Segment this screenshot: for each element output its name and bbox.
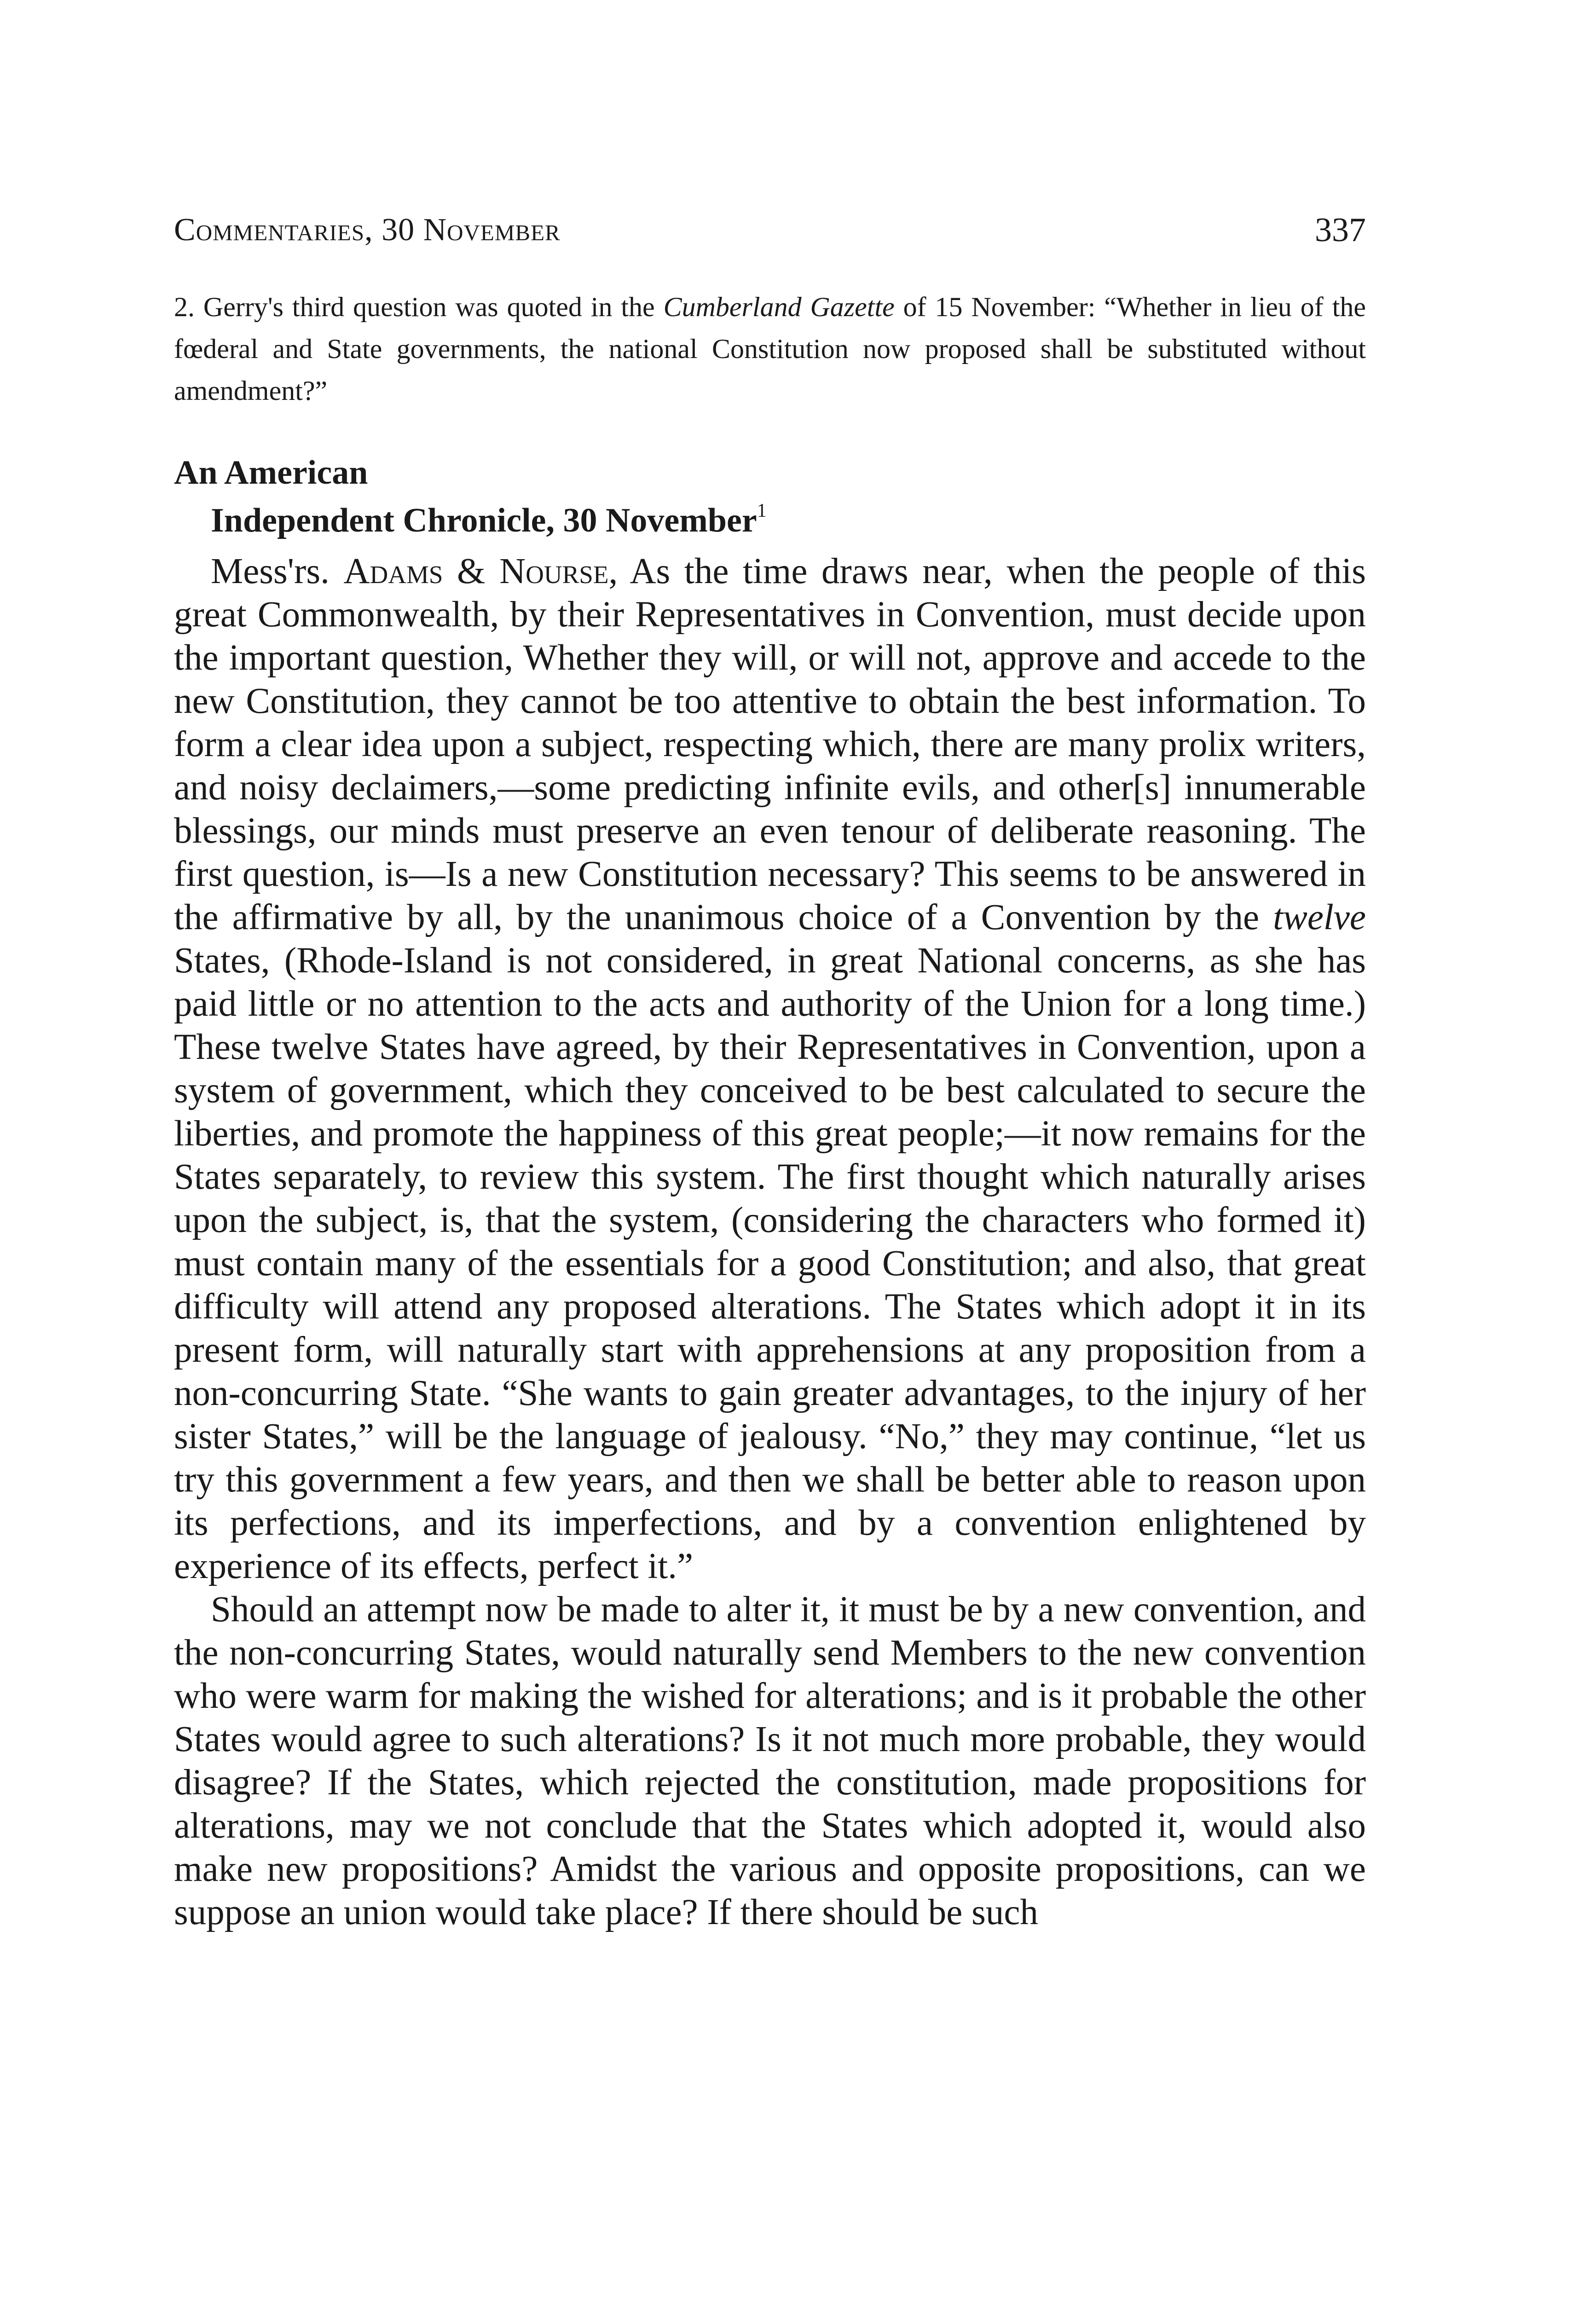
footnote-number: 2. bbox=[174, 292, 195, 322]
paragraph-1-emphasis: twelve bbox=[1273, 897, 1366, 937]
body-paragraph-2: Should an attempt now be made to alter it, it must be by a new convention, and the non-concurring States, would naturally send Members to the new convention who were warm for making the wished for alterations; and is it probable the other States would agree to such alterations? Is it not much more probable, they would disagree? If the States, which rejected the constitution, made propositions for alterations, may we not conclude that the States which adopted it, would also make new propositions? Amidst the various and opposite propositions, can we suppose an union would take place? If there should be such bbox=[174, 1590, 1366, 1932]
article-heading bbox=[174, 449, 1366, 544]
footnote-publication: Cumberland Gazette bbox=[663, 292, 895, 322]
page-number: 337 bbox=[1315, 211, 1366, 249]
article-source-text: Independent Chronicle, 30 November bbox=[211, 502, 757, 539]
editors-names: Adams & Nourse, bbox=[343, 551, 618, 591]
article-title: An American bbox=[174, 454, 368, 491]
note-marker: 1 bbox=[757, 500, 767, 521]
running-head-title: Commentaries, 30 November bbox=[174, 212, 561, 248]
paragraph-1-text-b: States, (Rhode-Island is not considered, in great National concerns, as she has paid little or no attention to the acts and authority of the Union for a long time.) These twelve States have agreed, by their Representatives in Convention, upon a system of government, which they conceived to be best calculated to secure the liberties, and promote the happiness of this great people;—it now remains for the States separately, to review this system. The first thought which naturally arises upon the subject, is, that the system, (considering the characters who formed it) must contain many of the essentials for a good Constitution; and also, that great difficulty will attend any proposed alterations. The States which adopt it in its present form, will naturally start with apprehensions at any proposition from a non-concurring State. “She wants to gain greater advantages, to the injury of her sister States,” will be the language of jealousy. “No,” they may continue, “let us try this government a few years, and then we shall be better able to reason upon its perfections, and its imperfections, and by a convention enlightened by experience of its effects, perfect it.” bbox=[174, 941, 1366, 1586]
running-head bbox=[174, 209, 1366, 251]
footnote-text-b: of 15 November: “Whether in lieu of the fœderal and State governments, the national Constitution now proposed shall be substituted without amendment?” bbox=[174, 292, 1366, 406]
footnote-text-a: Gerry's third question was quoted in the bbox=[203, 292, 664, 322]
paragraph-1-text-a: As the time draws near, when the people of this great Commonwealth, by their Representatives in Convention, must decide upon the important question, Whether they will, or will not, approve and accede to the new Constitution, they cannot be too attentive to obtain the best information. To form a clear idea upon a subject, respecting which, there are many prolix writers, and noisy declaimers,—some predicting infinite evils, and other[s] innumerable blessings, our minds must preserve an even tenour of deliberate reasoning. The first question, is—Is a new Constitution necessary? This seems to be answered in the affirmative by all, by the unanimous choice of a Convention by the bbox=[174, 551, 1366, 937]
article-body bbox=[174, 550, 1366, 1934]
article-source bbox=[174, 497, 1366, 544]
footnote bbox=[174, 286, 1366, 412]
salutation: Mess'rs. bbox=[211, 551, 330, 591]
body-paragraph-1 bbox=[174, 550, 1366, 1588]
